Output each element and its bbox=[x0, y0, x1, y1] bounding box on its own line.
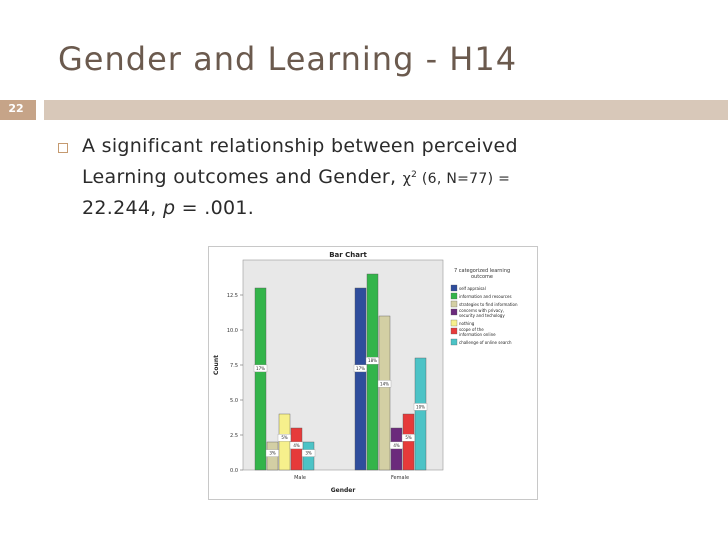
bar bbox=[403, 414, 414, 470]
title-rule bbox=[44, 100, 728, 120]
data-label: 5% bbox=[405, 435, 412, 441]
data-label: 10% bbox=[416, 404, 425, 410]
y-tick-label: 12.5 bbox=[226, 293, 238, 299]
bullet-text bbox=[82, 132, 682, 223]
legend-swatch bbox=[451, 339, 457, 345]
y-axis-label: Count bbox=[213, 355, 220, 375]
bar-chart-svg bbox=[208, 246, 538, 500]
data-label: 4% bbox=[393, 442, 400, 448]
data-label: 18% bbox=[368, 358, 377, 364]
y-tick-label: 0.0 bbox=[230, 468, 238, 474]
legend-swatch bbox=[451, 309, 457, 315]
bar bbox=[255, 288, 266, 470]
bar bbox=[367, 274, 378, 470]
data-label: 3% bbox=[269, 450, 276, 456]
x-tick-label: Female bbox=[390, 475, 410, 481]
bar bbox=[279, 414, 290, 470]
chi-superscript: 2 bbox=[411, 170, 418, 180]
legend-label-line-1: concerns with privacy, bbox=[459, 308, 505, 313]
bar bbox=[355, 288, 366, 470]
data-label: 4% bbox=[293, 442, 300, 448]
bullet-line-1: A significant relationship between perceived bbox=[82, 135, 518, 157]
legend-label: self appraisal bbox=[459, 286, 486, 291]
legend-swatch bbox=[451, 301, 457, 307]
legend-swatch bbox=[451, 328, 457, 334]
x-axis-label: Gender bbox=[330, 487, 356, 494]
bullet-line-3a: 22.244, bbox=[82, 197, 163, 219]
bullet-line-3b: = .001. bbox=[175, 197, 255, 219]
legend-label: strategies to find information bbox=[459, 302, 518, 307]
legend-label: information and resources bbox=[459, 294, 512, 299]
chi-symbol: χ bbox=[402, 171, 412, 187]
bullet-square-icon bbox=[58, 143, 68, 153]
slide-number: 22 bbox=[8, 102, 24, 115]
legend-swatch bbox=[451, 285, 457, 291]
legend-swatch bbox=[451, 293, 457, 299]
legend-title-line-1: 7 categorized learning bbox=[454, 268, 511, 274]
y-tick-label: 2.5 bbox=[230, 433, 238, 439]
legend-swatch bbox=[451, 320, 457, 326]
slide-title: Gender and Learning - H14 bbox=[58, 40, 518, 78]
p-symbol: p bbox=[162, 197, 176, 219]
data-label: 3% bbox=[305, 450, 312, 456]
chart-title: Bar Chart bbox=[329, 251, 367, 259]
bullet-line-2a: Learning outcomes and Gender, bbox=[82, 166, 403, 188]
legend-title-line-2: outcome bbox=[471, 274, 493, 280]
legend-label: challenge of online search bbox=[459, 340, 512, 345]
legend-label-line-1: scope of the bbox=[459, 327, 484, 332]
data-label: 14% bbox=[380, 381, 389, 387]
legend-label-line-2: information online bbox=[459, 332, 496, 337]
y-tick-label: 7.5 bbox=[230, 363, 238, 369]
chi-stat: (6, N=77) = bbox=[417, 171, 511, 187]
data-label: 5% bbox=[281, 435, 288, 441]
bar-chart bbox=[208, 246, 538, 500]
y-tick-label: 5.0 bbox=[230, 398, 238, 404]
data-label: 17% bbox=[356, 365, 365, 371]
bar bbox=[379, 316, 390, 470]
y-tick-label: 10.0 bbox=[226, 328, 238, 334]
data-label: 17% bbox=[256, 365, 265, 371]
legend-label: nothing bbox=[459, 321, 475, 326]
x-tick-label: Male bbox=[294, 475, 306, 481]
bar bbox=[415, 358, 426, 470]
legend-label-line-2: security and techology bbox=[459, 313, 505, 318]
